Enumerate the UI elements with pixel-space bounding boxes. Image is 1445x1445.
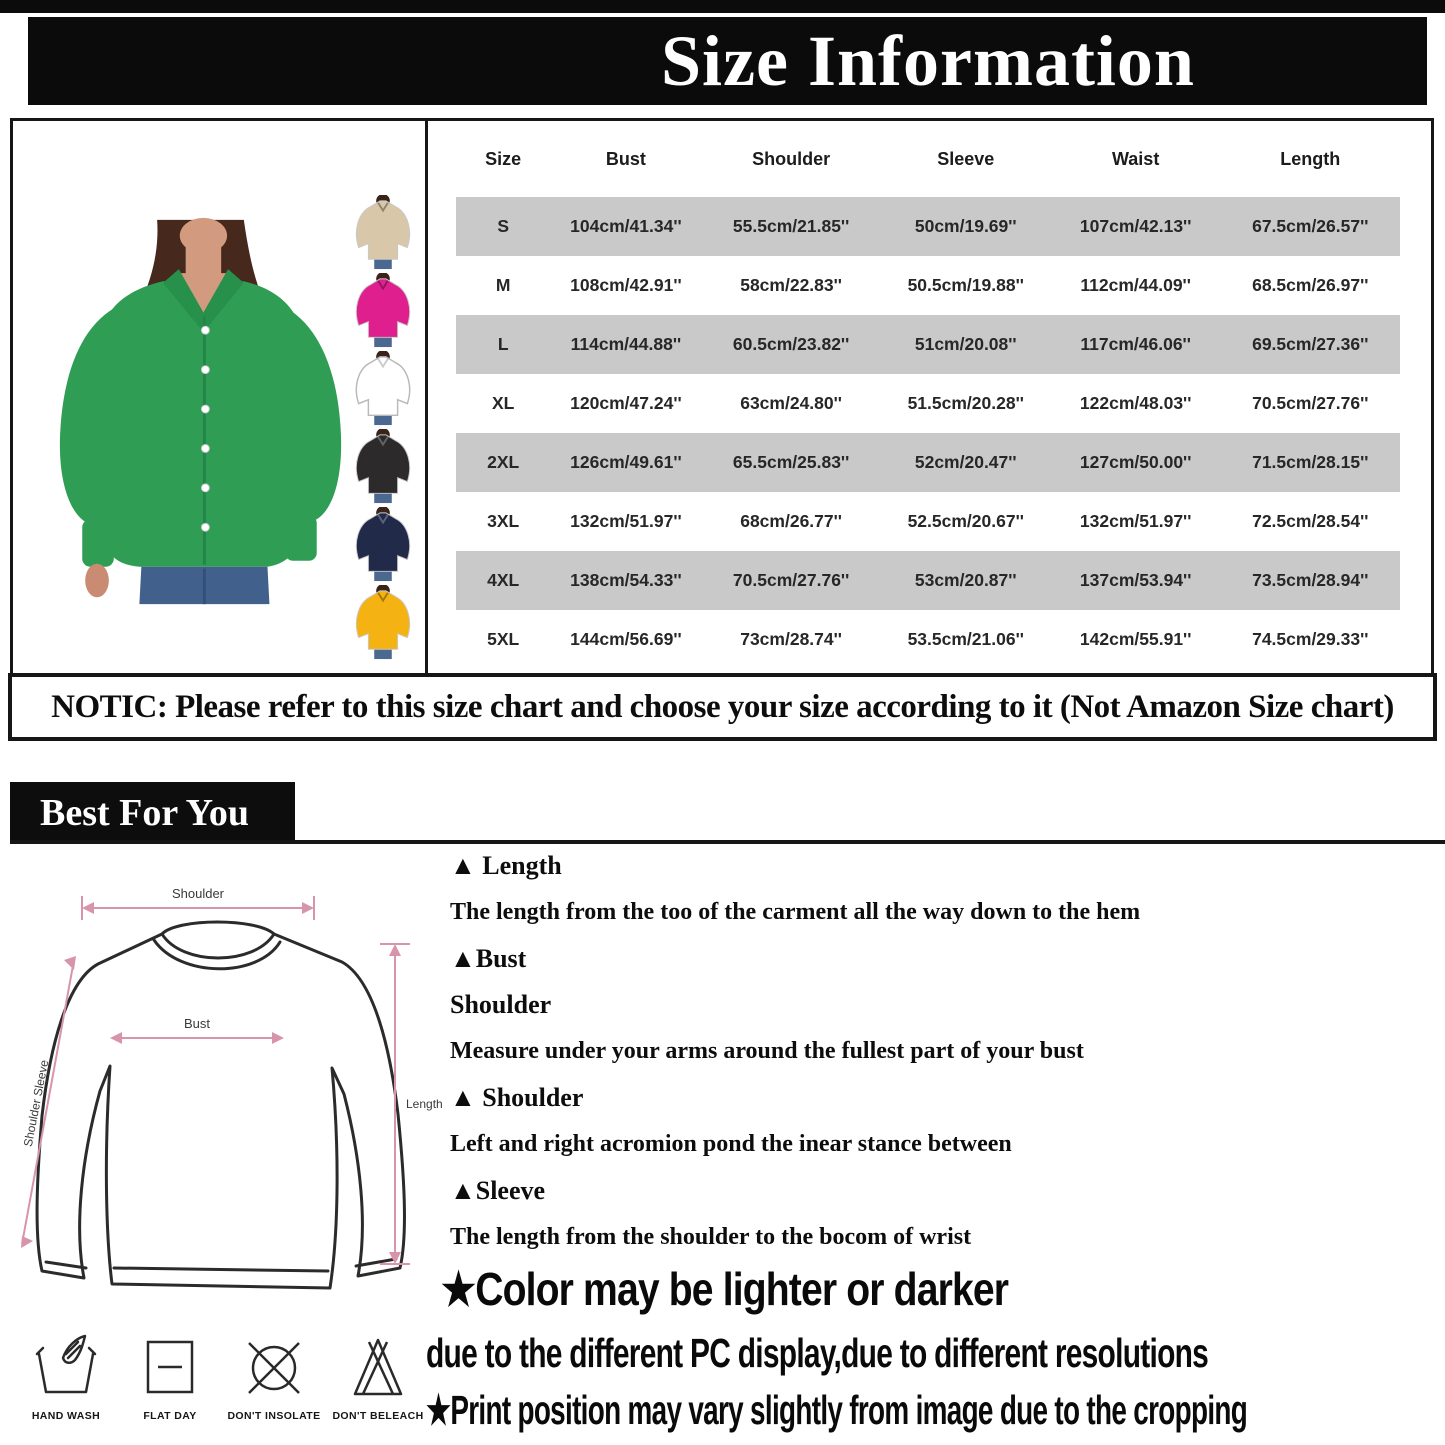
cell: S — [497, 216, 510, 236]
best-for-you-label: Best For You — [40, 791, 249, 834]
cell: 138cm/54.33'' — [570, 570, 682, 590]
measurement-diagram — [12, 856, 452, 1331]
care-item-dont-bleach — [330, 1332, 426, 1422]
cell: 4XL — [487, 570, 520, 590]
note-body: Left and right acromion pond the inear stance between — [450, 1131, 1012, 1158]
flat-dry-icon — [137, 1332, 203, 1402]
swatch-rose-red — [347, 273, 419, 349]
cell: 52.5cm/20.67'' — [907, 511, 1024, 531]
sweatshirt-outline — [37, 922, 404, 1288]
best-for-you-badge — [10, 782, 295, 843]
cell: 2XL — [487, 452, 520, 472]
cell: 70.5cm/27.76'' — [1252, 393, 1369, 413]
note-heading: ▲ Length — [450, 851, 562, 881]
table-row — [456, 256, 1400, 315]
cell: 108cm/42.91'' — [570, 275, 682, 295]
swatch-yellow — [347, 585, 419, 661]
column-header-bust: Bust — [605, 148, 646, 169]
cell: 132cm/51.97'' — [1079, 511, 1192, 531]
footnote-display: due to the different PC display,due to different resolutions — [426, 1330, 1209, 1376]
cell: 72.5cm/28.54'' — [1252, 511, 1369, 531]
column-header-sleeve: Sleeve — [937, 148, 995, 169]
table-row — [456, 433, 1400, 492]
title-banner — [28, 17, 1427, 105]
model-left-hand — [85, 564, 109, 598]
swatch-khaki — [347, 195, 419, 271]
column-header-waist: Waist — [1111, 148, 1160, 169]
cell: 55.5cm/21.85'' — [732, 216, 850, 236]
color-swatch-column — [347, 195, 419, 661]
cell: 60.5cm/23.82'' — [732, 334, 850, 354]
cell: 142cm/55.91'' — [1079, 629, 1192, 649]
dont-insolate-icon — [241, 1332, 307, 1402]
cell: 120cm/47.24'' — [570, 393, 682, 413]
cell: 63cm/24.80'' — [740, 393, 842, 413]
care-item-flat-dry — [122, 1332, 218, 1422]
cell: 132cm/51.97'' — [570, 511, 682, 531]
cell: 104cm/41.34'' — [570, 216, 682, 236]
cell: 112cm/44.09'' — [1080, 275, 1191, 295]
cell: 73cm/28.74'' — [740, 629, 842, 649]
note-heading: Shoulder — [450, 990, 552, 1020]
model-left-cuff — [82, 519, 114, 566]
table-row — [456, 551, 1400, 610]
cell: 51.5cm/20.28'' — [907, 393, 1024, 413]
care-label: DON'T BELEACH — [332, 1410, 424, 1422]
cell: 68cm/26.77'' — [740, 511, 842, 531]
note-body: The length from the too of the carment all the way down to the hem — [450, 899, 1141, 926]
cell: 71.5cm/28.15'' — [1252, 452, 1369, 472]
cell: 126cm/49.61'' — [570, 452, 682, 472]
cell: 144cm/56.69'' — [570, 629, 682, 649]
cell: 65.5cm/25.83'' — [732, 452, 850, 472]
cell: 117cm/46.06'' — [1080, 334, 1191, 354]
product-photo-pane — [13, 121, 425, 673]
cell: 58cm/22.83'' — [740, 275, 842, 295]
size-chart-panel — [10, 118, 1434, 676]
cell: 50cm/19.69'' — [914, 216, 1017, 236]
diagram-bust-label: Bust — [183, 1016, 211, 1031]
diagram-shoulder-sleeve-label: Shoulder Sleeve — [20, 1058, 52, 1148]
cell: M — [495, 275, 511, 295]
measurement-notes — [450, 843, 1445, 1261]
cell: 114cm/44.88'' — [570, 334, 682, 354]
swatch-black — [347, 429, 419, 505]
cell: 51cm/20.08'' — [914, 334, 1017, 354]
note-heading: ▲Sleeve — [450, 1175, 546, 1205]
cell: 67.5cm/26.57'' — [1252, 216, 1369, 236]
hand-wash-icon — [33, 1332, 99, 1402]
size-table — [428, 121, 1431, 673]
table-row — [456, 610, 1400, 669]
cell: 73.5cm/28.94'' — [1252, 570, 1369, 590]
table-row — [456, 315, 1400, 374]
notice-bar — [8, 673, 1437, 741]
cell: 70.5cm/27.76'' — [732, 570, 850, 590]
care-item-dont-insolate — [226, 1332, 322, 1422]
swatch-white — [347, 351, 419, 427]
cell: 3XL — [487, 511, 520, 531]
cell: 52cm/20.47'' — [914, 452, 1017, 472]
column-header-size: Size — [485, 148, 522, 169]
column-header-shoulder: Shoulder — [752, 148, 831, 169]
diagram-length-label: Length — [406, 1097, 443, 1111]
note-body: Measure under your arms around the fullest part of your bust — [450, 1038, 1084, 1065]
note-heading: ▲Bust — [450, 943, 527, 973]
cell: 53.5cm/21.06'' — [907, 629, 1024, 649]
cell: 107cm/42.13'' — [1079, 216, 1192, 236]
table-row — [456, 197, 1400, 256]
cell: 122cm/48.03'' — [1079, 393, 1192, 413]
cell: 137cm/53.94'' — [1079, 570, 1192, 590]
cell: 74.5cm/29.33'' — [1252, 629, 1369, 649]
note-heading: ▲ Shoulder — [450, 1083, 584, 1113]
size-table-header — [456, 121, 1400, 197]
care-label: DON'T INSOLATE — [227, 1410, 321, 1422]
model-right-cuff — [285, 515, 317, 560]
dont-bleach-icon — [345, 1332, 411, 1402]
cell: 53cm/20.87'' — [914, 570, 1017, 590]
notice-text: NOTIC: Please refer to this size chart and choose your size according to it (Not Amazon Size chart) — [51, 688, 1394, 725]
care-item-hand-wash — [18, 1332, 114, 1422]
swatch-navy — [347, 507, 419, 583]
cell: 68.5cm/26.97'' — [1252, 275, 1369, 295]
page-title: Size Information — [661, 21, 1195, 101]
care-label: HAND WASH — [31, 1410, 101, 1422]
diagram-shoulder-label: Shoulder — [171, 886, 225, 901]
cell: 69.5cm/27.36'' — [1252, 334, 1369, 354]
cell: XL — [492, 393, 515, 413]
cell: 50.5cm/19.88'' — [907, 275, 1024, 295]
table-row — [456, 374, 1400, 433]
column-header-length: Length — [1280, 148, 1341, 169]
care-label: FLAT DAY — [143, 1410, 197, 1422]
note-body: The length from the shoulder to the bocom of wrist — [450, 1223, 972, 1250]
table-row — [456, 492, 1400, 551]
cell: L — [497, 334, 509, 354]
model-photo — [31, 217, 366, 607]
cell: 5XL — [487, 629, 520, 649]
footnote-print: ★Print position may vary slightly from image due to the cropping — [426, 1387, 1248, 1433]
cell: 127cm/50.00'' — [1079, 452, 1192, 472]
care-icon-row — [18, 1332, 426, 1422]
footnote-color: ★Color may be lighter or darker — [441, 1263, 1009, 1315]
top-black-strip — [0, 0, 1445, 13]
